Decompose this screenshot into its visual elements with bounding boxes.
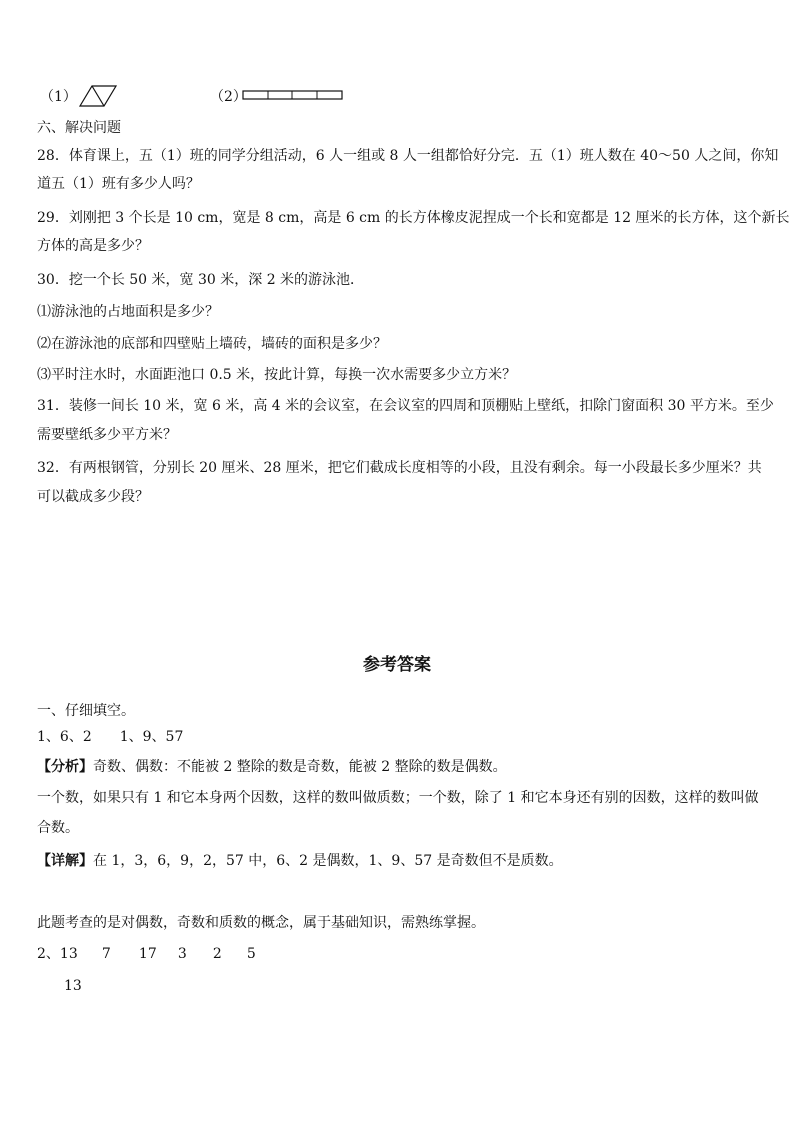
figure-label-1: （1）: [40, 89, 77, 105]
detail-line: [37, 851, 563, 871]
figure-label-2: （2）: [210, 89, 247, 105]
question-29-line-2: 方体的高是多少？: [37, 238, 149, 254]
question-30-line-1: 30．挖一个长 50 米，宽 30 米，深 2 米的游泳池．: [37, 272, 365, 288]
analysis-line-2: 一个数，如果只有 1 和它本身两个因数，这样的数叫做质数；一个数，除了 1 和它本身还有别的因数，这样的数叫做: [37, 790, 759, 806]
analysis-label: 【分析】: [37, 759, 93, 775]
analysis-line-3: 合数。: [37, 820, 79, 836]
question-29-line-1: 29．刘刚把 3 个长是 10 cm，宽是 8 cm，高是 6 cm 的长方体橡皮泥捏成一个长和宽都是 12 厘米的长方体，这个新长: [37, 210, 790, 226]
section-heading: 六、解决问题: [37, 120, 121, 136]
question-30-sub-2: ⑵在游泳池的底部和四壁贴上墙砖，墙砖的面积是多少？: [37, 336, 387, 352]
answer-2-value: 13: [59, 946, 78, 962]
answer-2-value: 2: [212, 946, 222, 962]
answer-2-value: 5: [246, 946, 256, 962]
answers-title: 参考答案: [363, 655, 431, 675]
question-32-line-1: 32．有两根钢管，分别长 20 厘米、28 厘米，把它们截成长度相等的小段，且没有剩余。每一小段最长多少厘米？共: [37, 460, 762, 476]
answer-2-value: 17: [138, 946, 157, 962]
parallelogram-figure: [78, 84, 118, 108]
analysis-line-1: [37, 757, 507, 777]
answer-1: 1、6、2 1、9、57: [37, 729, 184, 745]
question-30-sub-3: ⑶平时注水时，水面距池口 0.5 米，按此计算，每换一次水需要多少立方米？: [37, 367, 517, 383]
detail-label: 【详解】: [37, 853, 93, 869]
question-30-sub-1: ⑴游泳池的占地面积是多少？: [37, 304, 219, 320]
figure-row: [40, 84, 360, 108]
answer-2-prefix: 2、: [37, 946, 60, 962]
question-31-line-2: 需要壁纸多少平方米？: [37, 427, 177, 443]
question-28-line-1: 28．体育课上，五（1）班的同学分组活动，6 人一组或 8 人一组都恰好分完．五（1）班人数在 40～50 人之间，你知: [37, 148, 779, 164]
question-32-line-2: 可以截成多少段？: [37, 489, 149, 505]
summary-line: 此题考查的是对偶数，奇数和质数的概念，属于基础知识，需熟练掌握。: [37, 915, 485, 931]
answers-section-1: 一、仔细填空。: [37, 703, 135, 719]
answer-2-second-line: 13: [64, 978, 82, 994]
answer-2-value: 3: [177, 946, 187, 962]
detail-text: 在 1，3，6，9，2，57 中，6、2 是偶数，1、9、57 是奇数但不是质数。: [93, 853, 563, 869]
rectangle-strip-figure: [242, 90, 344, 102]
analysis-text: 奇数、偶数：不能被 2 整除的数是奇数，能被 2 整除的数是偶数。: [93, 759, 507, 775]
answer-2: [37, 944, 256, 964]
question-28-line-2: 道五（1）班有多少人吗？: [37, 176, 200, 192]
answer-2-value: 7: [101, 946, 111, 962]
question-31-line-1: 31．装修一间长 10 米，宽 6 米，高 4 米的会议室，在会议室的四周和顶棚贴上壁纸，扣除门窗面积 30 平方米。至少: [37, 398, 774, 414]
